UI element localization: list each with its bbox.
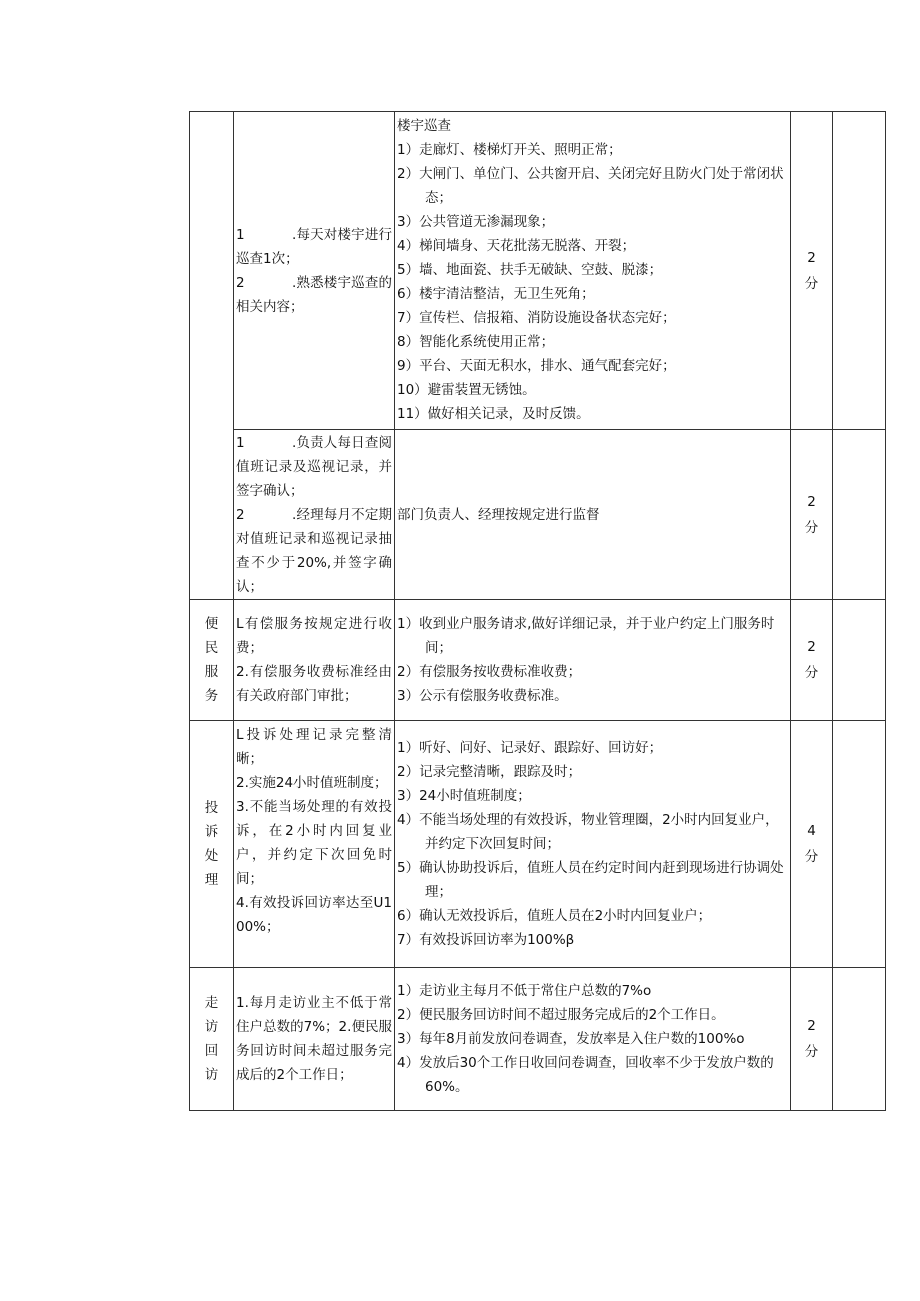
standard-cell: [234, 430, 395, 600]
standard-number: 2: [236, 506, 245, 523]
remark-cell: [833, 721, 886, 968]
remark-cell: [833, 600, 886, 721]
requirement-item: 6）确认无效投诉后，值班人员在2小时内回复业户；: [397, 908, 712, 924]
remark-cell: [833, 968, 886, 1111]
requirement-item: 2）记录完整清晰，跟踪及时；: [397, 764, 582, 780]
standard-text: 2.实施24小时值班制度；: [236, 775, 388, 791]
requirement-item: 4）不能当场处理的有效投诉，物业管理圈，2小时内回复业户，并约定下次回复时间；: [397, 812, 779, 852]
score-cell: [791, 968, 833, 1111]
table-row: [190, 600, 886, 721]
standard-number: 1: [236, 434, 245, 451]
standard-text: .经理每月不定期对值班记录和巡视记录抽查不少于20%,并签字确认；: [236, 506, 392, 595]
requirement-item: 7）宣传栏、信报箱、消防设施设备状态完好；: [397, 310, 676, 326]
requirement-item: 3）公示有偿服务收费标准。: [397, 688, 568, 704]
standard-number: 1: [236, 226, 245, 243]
standard-cell: [234, 112, 395, 430]
category-char: 回: [204, 1043, 219, 1059]
score-unit: 分: [804, 1044, 819, 1060]
score-cell: [791, 430, 833, 600]
standard-text: .负责人每日查阅值班记录及巡视记录，并签字确认；: [236, 434, 392, 499]
category-char: 理: [204, 872, 219, 888]
assessment-table: [189, 111, 886, 1111]
requirement-title: 部门负责人、经理按规定进行监督: [397, 506, 600, 523]
category-char: 务: [204, 688, 219, 704]
standard-text: L有偿服务按规定进行收费；: [236, 616, 392, 656]
standard-number: 2: [236, 274, 245, 291]
standard-cell: [234, 721, 395, 968]
category-char: 诉: [204, 824, 219, 840]
requirement-item: 4）梯间墙身、天花批荡无脱落、开裂；: [397, 238, 636, 254]
requirement-item: 1）收到业户服务请求,做好详细记录，并于业户约定上门服务时间；: [397, 616, 775, 656]
requirement-item: 7）有效投诉回访率为100%β: [397, 932, 575, 948]
requirement-item: 3）24小时值班制度；: [397, 788, 531, 804]
requirement-item: 1）走廊灯、楼梯灯开关、照明正常；: [397, 142, 622, 158]
score-value: 4: [807, 823, 816, 839]
category-char: 投: [204, 800, 219, 816]
standard-text: .熟悉楼宇巡查的相关内容；: [236, 274, 392, 315]
remark-cell: [833, 430, 886, 600]
remark-cell: [833, 112, 886, 430]
requirement-item: 11）做好相关记录，及时反馈。: [397, 406, 590, 422]
table-row: [190, 968, 886, 1111]
category-cell: [190, 968, 234, 1111]
requirement-item: 4）发放后30个工作日收回问卷调查，回收率不少于发放户数的60%。: [397, 1055, 774, 1095]
table-row: [190, 430, 886, 600]
requirement-item: 3）公共管道无渗漏现象；: [397, 214, 555, 230]
requirement-title: 楼宇巡查: [397, 118, 451, 134]
requirement-item: 2）便民服务回访时间不超过服务完成后的2个工作日。: [397, 1007, 725, 1023]
requirement-item: 9）平台、天面无积水，排水、通气配套完好；: [397, 358, 676, 374]
score-unit: 分: [804, 849, 819, 865]
standard-text: 1.每月走访业主不低于常住户总数的7%；2.便民服务回访时间未超过服务完成后的2个工作日；: [236, 995, 392, 1083]
standard-text: 2.有偿服务收费标准经由有关政府部门审批；: [236, 664, 392, 704]
score-value: 2: [807, 1018, 816, 1034]
category-cell: [190, 112, 234, 600]
category-char: 访: [204, 1019, 219, 1035]
standard-text: L投诉处理记录完整清晰；: [236, 727, 392, 767]
score-value: 2: [807, 639, 816, 655]
requirement-cell: [395, 721, 791, 968]
category-char: 走: [204, 995, 219, 1011]
category-char: 便: [204, 616, 219, 632]
table-row: [190, 721, 886, 968]
requirement-item: 1）听好、问好、记录好、跟踪好、回访好；: [397, 740, 663, 756]
requirement-item: 3）每年8月前发放问卷调查，发放率是入住户数的100%o: [397, 1031, 745, 1047]
score-value: 2: [807, 493, 816, 510]
requirement-cell: [395, 112, 791, 430]
requirement-item: 6）楼宇清洁整洁，无卫生死角；: [397, 286, 595, 302]
score-cell: [791, 721, 833, 968]
requirement-item: 10）避雷装置无锈蚀。: [397, 382, 536, 398]
category-char: 访: [204, 1067, 219, 1083]
score-unit: 分: [804, 275, 819, 292]
category-char: 处: [204, 848, 219, 864]
score-value: 2: [807, 249, 816, 266]
requirement-cell: [395, 600, 791, 721]
requirement-item: 8）智能化系统使用正常；: [397, 334, 555, 350]
requirement-item: 2）大闸门、单位门、公共窗开启、关闭完好且防火门处于常闭状态；: [397, 166, 784, 206]
standard-text: 3.不能当场处理的有效投诉，在2小时内回复业户，并约定下次回免时间；: [236, 799, 392, 887]
score-unit: 分: [804, 665, 819, 681]
requirement-item: 1）走访业主每月不低于常住户总数的7%o: [397, 983, 652, 999]
score-cell: [791, 600, 833, 721]
category-cell: [190, 600, 234, 721]
score-cell: [791, 112, 833, 430]
standard-text: 4.有效投诉回访率达至U100%；: [236, 895, 392, 935]
standard-cell: [234, 968, 395, 1111]
standard-text: .每天对楼宇进行巡查1次；: [236, 226, 392, 267]
category-char: 民: [204, 640, 219, 656]
category-cell: [190, 721, 234, 968]
requirement-cell: [395, 430, 791, 600]
table-row: [190, 112, 886, 430]
requirement-item: 5）墙、地面瓷、扶手无破缺、空鼓、脱漆；: [397, 262, 663, 278]
score-unit: 分: [804, 519, 819, 536]
standard-cell: [234, 600, 395, 721]
requirement-item: 5）确认协助投诉后，值班人员在约定时间内赶到现场进行协调处理；: [397, 860, 784, 900]
requirement-cell: [395, 968, 791, 1111]
requirement-item: 2）有偿服务按收费标准收费；: [397, 664, 582, 680]
category-char: 服: [204, 664, 219, 680]
